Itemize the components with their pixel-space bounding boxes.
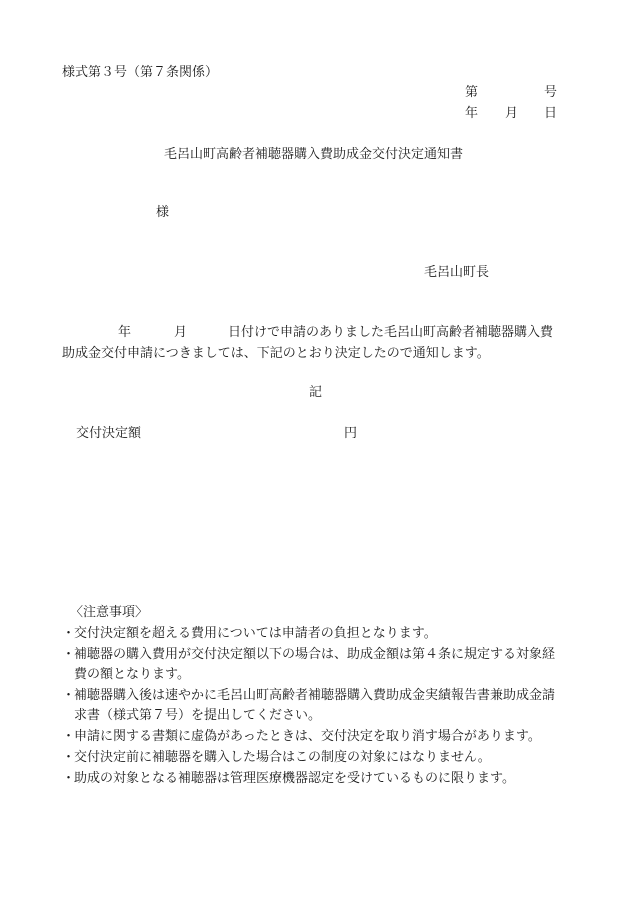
bullet-mark: ・ — [62, 647, 76, 662]
note-item — [62, 769, 562, 789]
body-month-label: 月 — [174, 325, 188, 340]
doc-number-suffix: 号 — [544, 85, 558, 100]
note-item — [62, 645, 562, 685]
notes-list — [62, 624, 562, 789]
bullet-mark: ・ — [62, 688, 76, 703]
note-item — [62, 624, 562, 644]
body-year-label: 年 — [118, 325, 132, 340]
bullet-mark: ・ — [62, 771, 76, 786]
note-item — [62, 727, 562, 747]
note-text: 申請に関する書類に虚偽があったときは、交付決定を取り消す場合があります。 — [74, 729, 541, 744]
issuer-name: 毛呂山町長 — [424, 265, 490, 280]
note-item — [62, 748, 562, 768]
doc-number-prefix: 第 — [465, 85, 479, 100]
date-day-label: 日 — [544, 106, 558, 121]
note-text: 交付決定前に補聴器を購入した場合はこの制度の対象にはなりません。 — [74, 750, 491, 765]
notes-section — [62, 604, 562, 790]
notes-heading: 〈注意事項〉 — [70, 605, 149, 620]
note-text: 交付決定額を超える費用については申請者の負担となります。 — [74, 626, 437, 641]
document-title: 毛呂山町高齢者補聴器購入費助成金交付決定通知書 — [164, 147, 464, 162]
note-text: 補聴器購入後は速やかに毛呂山町高齢者補聴器購入費助成金実績報告書兼助成金請求書（様式第７号）を提出してください。 — [74, 688, 556, 723]
body-line-1: 日付けで申請のありました毛呂山町高齢者補聴器購入費 — [228, 325, 554, 340]
bullet-mark: ・ — [62, 750, 76, 765]
amount-label: 交付決定額 — [76, 426, 142, 441]
note-text: 補聴器の購入費用が交付決定額以下の場合は、助成金額は第４条に規定する対象経費の額となります。 — [74, 647, 556, 682]
note-text: 助成の対象となる補聴器は管理医療機器認定を受けているものに限ります。 — [74, 771, 515, 786]
bullet-mark: ・ — [62, 626, 76, 641]
form-number-label: 様式第３号（第７条関係） — [62, 65, 219, 80]
addressee-suffix: 様 — [156, 205, 170, 220]
note-item — [62, 686, 562, 726]
amount-unit: 円 — [344, 426, 358, 441]
body-line-2: 助成金交付申請につきましては、下記のとおり決定したので通知します。 — [62, 346, 490, 361]
date-month-label: 月 — [505, 106, 519, 121]
bullet-mark: ・ — [62, 729, 76, 744]
date-year-label: 年 — [465, 106, 479, 121]
ki-heading: 記 — [309, 385, 323, 400]
